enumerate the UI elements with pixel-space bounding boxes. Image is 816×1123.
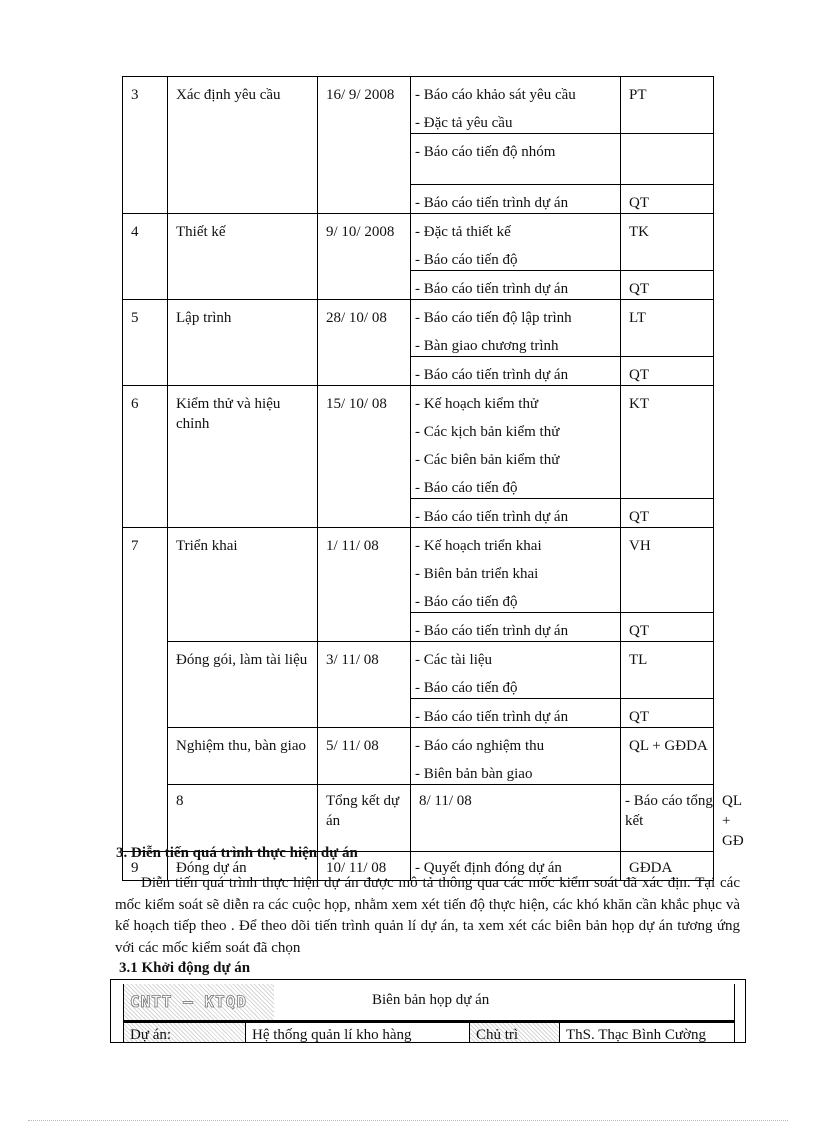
minutes-info-row [124,1023,734,1042]
stage-name: Tổng kết dự án [318,785,411,852]
owner [621,728,714,785]
project-label: Dự án: [124,1023,246,1042]
stage-date: 28/ 10/ 08 [318,300,411,386]
schedule-table [122,76,744,881]
owner-text: QL + GĐDA [629,738,708,754]
deliverable: - Đặc tả yêu cầu [415,115,513,131]
deliverable: - Kế hoạch kiểm thử [415,396,539,412]
stage-date: 9/ 10/ 2008 [318,214,411,300]
stage-name: Nghiệm thu, bàn giao [168,728,318,785]
deliverable: - Báo cáo tiến trình dự án [415,509,569,525]
owner: QT [621,357,714,386]
deliverable: - Báo cáo tiến trình dự án [415,195,569,211]
deliverable: - Quyết định đóng dự án [415,860,562,876]
project-value: Hệ thống quản lí kho hàng [246,1023,470,1042]
chair-value: ThS. Thạc Bình Cường [566,1027,706,1043]
owner: KT [621,386,714,499]
org-logo: CNTT – KTQD [130,992,247,1011]
deliverable: - Biên bản bàn giao [415,766,533,782]
deliverable: - Báo cáo tiến trình dự án [415,709,569,725]
deliverable: - Báo cáo nghiệm thu [415,738,545,754]
stage-name: Triển khai [168,528,318,642]
table-row [123,300,714,357]
owner: VH [621,528,714,613]
deliverable: - Báo cáo tiến trình dự án [415,367,569,383]
meeting-minutes-header [110,979,746,1043]
deliverable: - Các tài liệu [415,652,493,668]
deliverable: - Biên bản triển khai [415,566,539,582]
table-row [123,386,714,499]
table-row [123,77,714,134]
stage-date: 8/ 11/ 08 [411,785,621,852]
deliverable: - Các biên bản kiểm thử [415,452,560,468]
deliverable: - Báo cáo tiến độ nhóm [415,144,556,160]
stage-name: Đóng gói, làm tài liệu [168,642,318,728]
row-number: 8 [168,785,318,852]
stage-name: Thiết kế [168,214,318,300]
row-number: 6 [123,386,168,528]
row-number: 7 [123,528,168,852]
owner [621,134,714,185]
table-row [123,214,714,271]
row-number: 4 [123,214,168,300]
stage-name: Lập trình [168,300,318,386]
owner: QT [621,613,714,642]
deliverable: - Báo cáo tiến độ lập trình [415,310,572,326]
row-number: 3 [123,77,168,214]
owner: QT [621,499,714,528]
table-row [123,528,714,613]
section-heading: 3. Diễn tiến quá trình thực hiện dự án [116,845,358,861]
owner: TK [621,214,714,271]
deliverable: - Báo cáo tiến độ [415,680,518,696]
stage-date: 1/ 11/ 08 [318,528,411,642]
stage-name: Kiểm thử và hiệu chỉnh [168,386,318,528]
deliverable: - Các kịch bản kiểm thử [415,424,560,440]
stage-name: Xác định yêu cầu [168,77,318,214]
minutes-title: Biên bản họp dự án [372,992,490,1008]
deliverable: - Báo cáo tiến độ [415,252,518,268]
stage-date: 16/ 9/ 2008 [318,77,411,214]
deliverable: - Báo cáo tiến độ [415,594,518,610]
stage-date: 15/ 10/ 08 [318,386,411,528]
table-row [123,642,714,699]
owner: PT [621,77,714,134]
deliverable: - Báo cáo tiến độ [415,480,518,496]
deliverable: - Bàn giao chương trình [415,338,559,354]
deliverable: - Báo cáo tổng kết [625,793,713,829]
stage-date: 3/ 11/ 08 [318,642,411,728]
stage-name: Đóng dự án [168,852,318,881]
row-number: 9 [123,852,168,881]
subsection-heading: 3.1 Khởi động dự án [119,960,251,976]
deliverable: - Báo cáo khảo sát yêu cầu [415,87,576,103]
table-row: 8 Tổng kết dự án 8/ 11/ 08 - Báo cáo tổng kết QL + GĐ [123,785,714,852]
deliverable: - Báo cáo tiến trình dự án [415,281,569,297]
deliverable: - Báo cáo tiến trình dự án [415,623,569,639]
stage-date: 5/ 11/ 08 [318,728,411,785]
stage-date: 10/ 11/ 08 [318,852,411,881]
owner: TL [621,642,714,699]
section-paragraph: Diễn tiến quá trình thực hiện dự án được mô tả thông qua các mốc kiểm soát đã xác địn. Tại các mốc kiểm soát sẽ diễn ra các cuộc họp, nhằm xem xét tiến độ thực hiện, các khó khăn cần khắc phục và kế hoạch tiếp theo . Để theo dõi tiến trình quản lí dự án, ta xem xét các biên bản họp dự án tương ứng với các mốc kiểm soát đã chọn [115,875,740,956]
minutes-title-row [124,984,734,1023]
owner: QT [621,185,714,214]
table-row [123,728,714,785]
row-number: 5 [123,300,168,386]
chair-label: Chủ trì [470,1023,560,1042]
owner: QT [621,271,714,300]
page-bottom-divider [28,1120,788,1121]
owner: LT [621,300,714,357]
deliverable: - Đặc tả thiết kế [415,224,511,240]
owner: QT [621,699,714,728]
minutes-inner-frame [123,984,735,1042]
deliverable: - Kế hoạch triển khai [415,538,542,554]
owner: GĐDA [621,852,714,881]
